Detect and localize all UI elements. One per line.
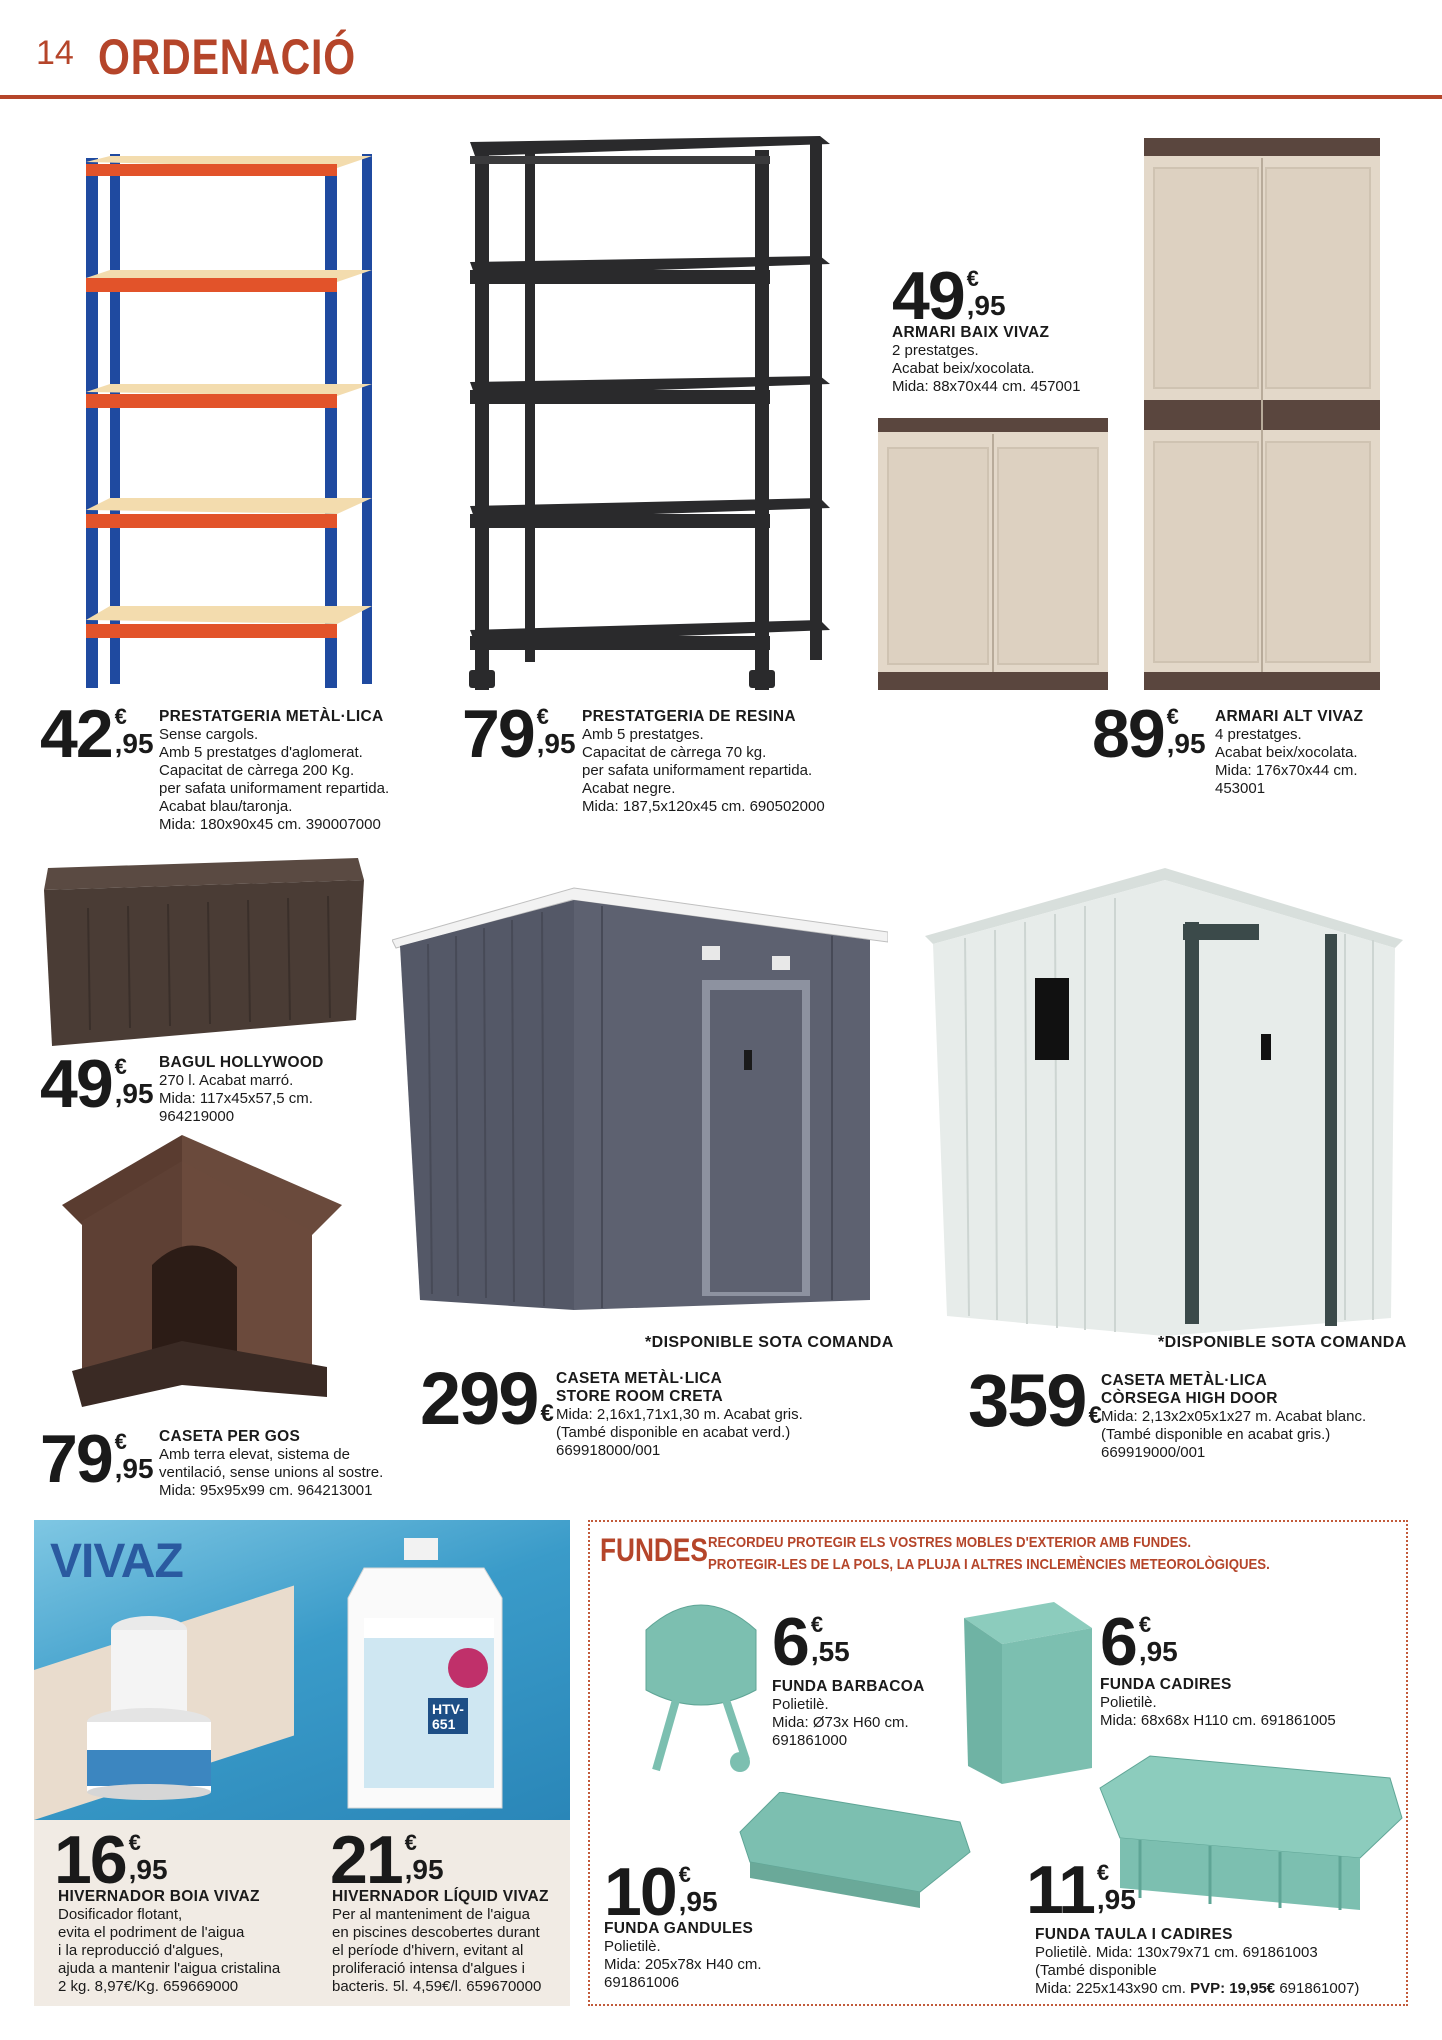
price-metal-shelving: 42 € ,95 bbox=[40, 696, 154, 772]
price-chairs-cover: 6 € ,95 bbox=[1100, 1604, 1178, 1680]
table-cover-image bbox=[1090, 1748, 1406, 1918]
white-shed-image bbox=[925, 868, 1405, 1338]
desc-bbq-cover: FUNDA BARBACOA Polietilè. Mida: Ø73x H60 cm. 691861000 bbox=[772, 1678, 925, 1749]
desc-resin-shelving: PRESTATGERIA DE RESINA Amb 5 prestatges. Capacitat de càrrega 70 kg. per safata uniformament repartida. Acabat negre. Mida: 187,5x120x45 cm. 690502000 bbox=[582, 708, 825, 815]
chairs-cover-image bbox=[958, 1598, 1098, 1788]
product-name: BAGUL HOLLYWOOD bbox=[159, 1054, 324, 1071]
price-lounger-cover: 10 € ,95 bbox=[604, 1854, 718, 1930]
desc-tall-cabinet: ARMARI ALT VIVAZ 4 prestatges. Acabat beix/xocolata. Mida: 176x70x44 cm. 453001 bbox=[1215, 708, 1364, 797]
gray-shed-image bbox=[392, 880, 888, 1320]
bottle-label: HTV-651 bbox=[432, 1701, 464, 1732]
price-white-shed: 359 € bbox=[968, 1359, 1102, 1442]
resin-shelving-image bbox=[465, 130, 835, 695]
covers-note: RECORDEU PROTEGIR ELS VOSTRES MOBLES D'EXTERIOR AMB FUNDES. PROTEGIR-LES DE LA POLS, LA PLUJA I ALTRES INCLEMÈNCIES METEOROLÒGIQUES. bbox=[708, 1534, 1270, 1573]
low-cabinet-image bbox=[872, 418, 1112, 692]
price-table-cover: 11 € ,95 bbox=[1026, 1852, 1136, 1928]
price-low-cabinet: 49 € ,95 bbox=[892, 258, 1006, 334]
product-name: HIVERNADOR LÍQUID VIVAZ bbox=[332, 1888, 549, 1905]
product-name: CASETA METÀL·LICA bbox=[1101, 1372, 1268, 1389]
desc-liquid-winterizer: HIVERNADOR LÍQUID VIVAZ Per al manteniment de l'aigua en piscines descobertes durant el període d'hivern, evitant al proliferació intensa d'algues i bacteris. 5l. 4,59€/l. 659670000 bbox=[332, 1888, 549, 1995]
desc-low-cabinet: ARMARI BAIX VIVAZ 2 prestatges. Acabat beix/xocolata. Mida: 88x70x44 cm. 457001 bbox=[892, 324, 1081, 395]
tall-cabinet-image bbox=[1140, 138, 1385, 693]
desc-metal-shelving: PRESTATGERIA METÀL·LICA Sense cargols. Amb 5 prestatges d'aglomerat. Capacitat de càrrega 200 Kg. per safata uniformament repartida. Acabat blau/taronja. Mida: 180x90x45 cm. 390007000 bbox=[159, 708, 390, 833]
covers-title: FUNDES bbox=[600, 1532, 708, 1568]
product-name: FUNDA TAULA I CADIRES bbox=[1035, 1926, 1233, 1943]
desc-lounger-cover: FUNDA GANDULES Polietilè. Mida: 205x78x H40 cm. 691861006 bbox=[604, 1920, 762, 1991]
desc-dog-house: CASETA PER GOS Amb terra elevat, sistema de ventilació, sense unions al sostre. Mida: 95x95x99 cm. 964213001 bbox=[159, 1428, 384, 1499]
product-name: HIVERNADOR BOIA VIVAZ bbox=[58, 1888, 260, 1905]
liquid-bottle-image bbox=[334, 1538, 524, 1823]
price-float-dispenser: 16 € ,95 bbox=[54, 1822, 168, 1898]
product-name: ARMARI ALT VIVAZ bbox=[1215, 708, 1364, 725]
product-name: CASETA METÀL·LICA bbox=[556, 1370, 723, 1387]
product-name: PRESTATGERIA METÀL·LICA bbox=[159, 708, 384, 725]
vivaz-logo: VIVAZ bbox=[50, 1535, 183, 1588]
desc-chairs-cover: FUNDA CADIRES Polietilè. Mida: 68x68x H110 cm. 691861005 bbox=[1100, 1676, 1336, 1729]
availability-note-gray-shed: *DISPONIBLE SOTA COMANDA bbox=[645, 1334, 894, 1351]
product-name: PRESTATGERIA DE RESINA bbox=[582, 708, 796, 725]
desc-table-cover: FUNDA TAULA I CADIRES Polietilè. Mida: 130x79x71 cm. 691861003 (També disponible Mida: 225x143x90 cm. PVP: 19,95€ 691861007) bbox=[1035, 1926, 1360, 1997]
product-name: FUNDA CADIRES bbox=[1100, 1676, 1232, 1693]
desc-storage-chest: BAGUL HOLLYWOOD 270 l. Acabat marró. Mida: 117x45x57,5 cm. 964219000 bbox=[159, 1054, 324, 1125]
bbq-cover-image bbox=[636, 1590, 766, 1780]
price-tall-cabinet: 89 € ,95 bbox=[1092, 696, 1206, 772]
dog-house-image bbox=[62, 1135, 352, 1425]
float-dispenser-image bbox=[84, 1610, 214, 1800]
price-resin-shelving: 79 € ,95 bbox=[462, 696, 576, 772]
section-title: ORDENACIÓ bbox=[98, 29, 356, 85]
desc-float-dispenser: HIVERNADOR BOIA VIVAZ Dosificador flotant, evita el podriment de l'aigua i la reproducció d'algues, ajuda a mantenir l'aigua cristalina 2 kg. 8,97€/Kg. 659669000 bbox=[58, 1888, 281, 1995]
price-dog-house: 79 € ,95 bbox=[40, 1421, 154, 1497]
page-number: 14 bbox=[36, 34, 74, 72]
desc-white-shed: CASETA METÀL·LICA CÒRSEGA HIGH DOOR Mida: 2,13x2x05x1x27 m. Acabat blanc. (També disponible en acabat gris.) 669919000/001 bbox=[1101, 1372, 1367, 1461]
product-name: CASETA PER GOS bbox=[159, 1428, 301, 1445]
desc-gray-shed: CASETA METÀL·LICA STORE ROOM CRETA Mida: 2,16x1,71x1,30 m. Acabat gris. (També disponible en acabat verd.) 669918000/001 bbox=[556, 1370, 803, 1459]
price-liquid-winterizer: 21 € ,95 bbox=[330, 1822, 444, 1898]
metal-shelving-image bbox=[80, 150, 380, 690]
price-gray-shed: 299 € bbox=[420, 1357, 554, 1440]
product-name: FUNDA BARBACOA bbox=[772, 1678, 925, 1695]
product-name: ARMARI BAIX VIVAZ bbox=[892, 324, 1050, 341]
price-bbq-cover: 6 € ,55 bbox=[772, 1604, 850, 1680]
storage-chest-image bbox=[38, 850, 368, 1050]
availability-note-white-shed: *DISPONIBLE SOTA COMANDA bbox=[1158, 1334, 1407, 1351]
price-storage-chest: 49 € ,95 bbox=[40, 1046, 154, 1122]
product-name: FUNDA GANDULES bbox=[604, 1920, 754, 1937]
pvp-label: PVP: 19,95€ bbox=[1190, 1980, 1276, 1997]
lounger-cover-image bbox=[720, 1792, 980, 1912]
header-rule bbox=[0, 95, 1442, 99]
